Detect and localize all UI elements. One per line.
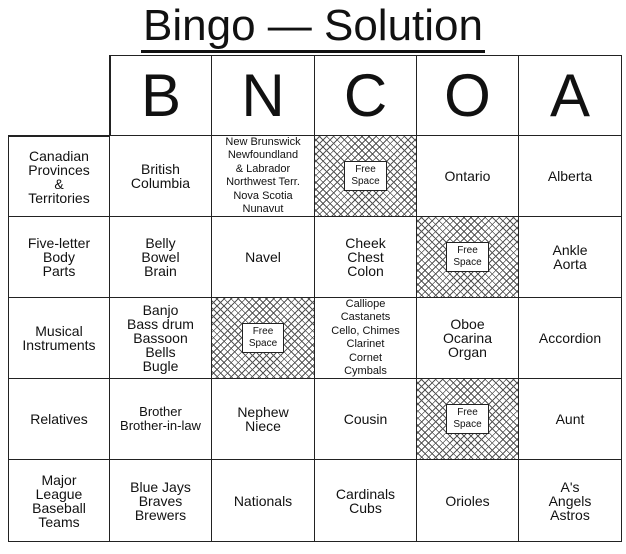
- bingo-grid: [8, 55, 622, 542]
- grid-corner: [8, 55, 110, 136]
- free-space-cell: [315, 136, 417, 217]
- answer-cell: A's Angels Astros: [519, 460, 622, 542]
- answer-cell: Oboe Ocarina Organ: [417, 298, 519, 379]
- column-header-a: A: [519, 55, 622, 136]
- answer-cell: Accordion: [519, 298, 622, 379]
- answer-cell: British Columbia: [110, 136, 212, 217]
- free-space-label: Free Space: [446, 242, 488, 272]
- answer-cell: Banjo Bass drum Bassoon Bells Bugle: [110, 298, 212, 379]
- answer-cell: Ontario: [417, 136, 519, 217]
- free-space-cell: [417, 217, 519, 298]
- free-space-label: Free Space: [344, 161, 386, 191]
- answer-cell: Cardinals Cubs: [315, 460, 417, 542]
- answer-cell: Cousin: [315, 379, 417, 460]
- page-title: [0, 2, 626, 50]
- row-category: Five-letter Body Parts: [8, 217, 110, 298]
- page-title-text: Bingo — Solution: [141, 1, 485, 53]
- answer-cell: New Brunswick Newfoundland & Labrador Northwest Terr. Nova Scotia Nunavut: [212, 136, 315, 217]
- answer-cell: Calliope Castanets Cello, Chimes Clarinet Cornet Cymbals: [315, 298, 417, 379]
- answer-cell: Brother Brother-in-law: [110, 379, 212, 460]
- answer-cell: Blue Jays Braves Brewers: [110, 460, 212, 542]
- row-category: Relatives: [8, 379, 110, 460]
- answer-cell: Nationals: [212, 460, 315, 542]
- column-header-c: C: [315, 55, 417, 136]
- answer-cell: Ankle Aorta: [519, 217, 622, 298]
- column-header-o: O: [417, 55, 519, 136]
- free-space-cell: [417, 379, 519, 460]
- free-space-label: Free Space: [242, 323, 284, 353]
- free-space-cell: [212, 298, 315, 379]
- answer-cell: Alberta: [519, 136, 622, 217]
- answer-cell: Navel: [212, 217, 315, 298]
- answer-cell: Aunt: [519, 379, 622, 460]
- row-category: Musical Instruments: [8, 298, 110, 379]
- column-header-n: N: [212, 55, 315, 136]
- free-space-label: Free Space: [446, 404, 488, 434]
- answer-cell: Orioles: [417, 460, 519, 542]
- answer-cell: Cheek Chest Colon: [315, 217, 417, 298]
- row-category: Major League Baseball Teams: [8, 460, 110, 542]
- row-category: Canadian Provinces & Territories: [8, 136, 110, 217]
- answer-cell: Belly Bowel Brain: [110, 217, 212, 298]
- answer-cell: Nephew Niece: [212, 379, 315, 460]
- column-header-b: B: [110, 55, 212, 136]
